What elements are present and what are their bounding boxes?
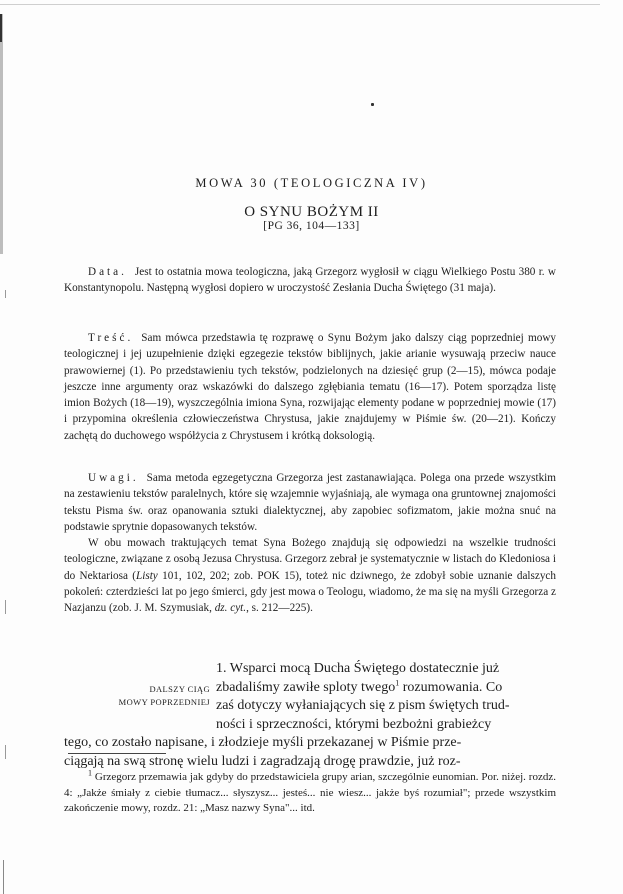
footnote-ref[interactable]: 1 — [395, 677, 400, 687]
body-line: zaś dotyczy wyłaniających się z pism świętych trud- — [216, 698, 510, 713]
scan-mark — [5, 600, 6, 614]
footnote-text: Grzegorz przemawia jak gdyby do przedstawiciela grupy arian, szczególnie eunomian. Por. niżej. rozdz. 4: „Jakże śmiały z ciebie tłumacz... słyszysz... jesteś... nie wiesz... jakże byś rozumiał"; przede wszystkim zakończenie mowy, rozdz. 21: „Masz nazwy Syna"... itd. — [64, 771, 556, 814]
citation-italic: dz. cyt. — [214, 602, 247, 615]
body-text: zbadaliśmy zawiłe sploty twego — [216, 679, 396, 695]
scan-mark — [5, 290, 6, 298]
page-binding-shadow — [0, 14, 2, 42]
footnote — [64, 770, 556, 817]
scan-speck — [371, 103, 374, 106]
body-text: rozumowania. Co — [399, 679, 503, 695]
body-line: ciągają na swą stronę wielu ludzi i zagradzają drogę prawdzie, już roz- — [64, 753, 461, 769]
section-text-uwagi-2c: , s. 212—225). — [246, 602, 313, 615]
footnote-divider — [68, 753, 166, 754]
body-line — [216, 679, 557, 698]
section-text-uwagi: Sama metoda egzegetyczna Grzegorza jest zastanawiająca. Polega ona przede wszystkim na zestawieniu tekstów paralelnych, które się wzajemnie wyjaśniają, ale wymaga ona gruntownej znajomości tekstu Pisma św. oraz opanowania sztuki dialektycznej, aby zapobiec sofizmatom, jakie można snuć na podstawie sprytnie dopasowanych tekstów. — [64, 472, 556, 533]
patrologia-reference: [PG 36, 104—133] — [263, 220, 360, 232]
oration-title: O SYNU BOŻYM II — [244, 204, 379, 220]
section-text-tresc: Sam mówca przedstawia tę rozprawę o Synu Bożym jako dalszy ciąg poprzedniej mowy teologicznej i jej uzupełnienie dzięki egzegezie tekstów biblijnych, jakie arianie wysuwają przeciw nauce prawowiernej (1). Po przedstawieniu tych tekstów, podzielonych na dziesięć grup (2—15), mówca podaje jeszcze inne argumenty oraz wskazówki do dalszego zgłębiania tematu (16—17). Potem sporządza listę imion Bożych (18—19), wyszczególnia imiona Syna, rozwijając elementy podane w poprzedniej mowie (17) i przypomina określenia człowieczeństwa Chrystusa, jakie znajdujemy w Piśmie św. (20—21). Kończy zachętą do duchowego współżycia z Chrystusem i krótką doksologią. — [64, 332, 556, 442]
margin-note-line: DALSZY CIĄG — [149, 684, 210, 694]
body-line: 1. Wsparci mocą Ducha Świętego dostatecznie już — [216, 661, 500, 676]
margin-note-line: MOWY POPRZEDNIEJ — [118, 697, 210, 707]
section-label-tresc: Treść. — [88, 332, 134, 344]
oration-body — [64, 660, 557, 771]
section-label-uwagi: Uwagi. — [88, 472, 139, 484]
section-text-uwagi-2: W obu mowach traktujących temat Syna Bożego znajdują się odpowiedzi na wszelkie trudności teologiczne, związane z osobą Jezusa Chrystusa. Grzegorz zebrał je systematycznie w listach do Kledoniosa i do Nektariosa ( — [64, 537, 556, 582]
page-binding-edge-low — [3, 860, 4, 894]
oration-series-heading: MOWA 30 (TEOLOGICZNA IV) — [195, 176, 428, 190]
footnote-marker: 1 — [88, 768, 92, 778]
page-edge — [0, 4, 600, 5]
section-text-uwagi-2b: 101, 102, 202; zob. POK 15), toteż nic dziwnego, że zdobył sobie uznanie dalszych pokoleń: czterdzieści lat po jego śmierci, gdy jest mowa o Teologu, wiadomo, że ma się na myśli Grzegorza z Nazjanzu (zob. J. M. Szymusiak, — [64, 569, 556, 615]
body-line: tego, co zostało napisane, i złodzieje myśli przekazanej w Piśmie prze- — [64, 735, 462, 750]
section-tresc — [64, 330, 556, 444]
section-uwagi — [64, 470, 556, 617]
citation-italic: Listy — [136, 569, 158, 582]
section-data — [64, 264, 556, 297]
section-text-data: Jest to ostatnia mowa teologiczna, jaką Grzegorz wygłosił w ciągu Wielkiego Postu 380 r. w Konstantynopolu. Następną wygłosi dopiero w uroczystość Zesłania Ducha Świętego (31 maja). — [64, 266, 556, 295]
scan-mark — [5, 745, 6, 759]
body-line: ności i sprzeczności, którymi bezbożni grabieżcy — [216, 716, 492, 732]
section-label-data: Data. — [88, 266, 127, 278]
